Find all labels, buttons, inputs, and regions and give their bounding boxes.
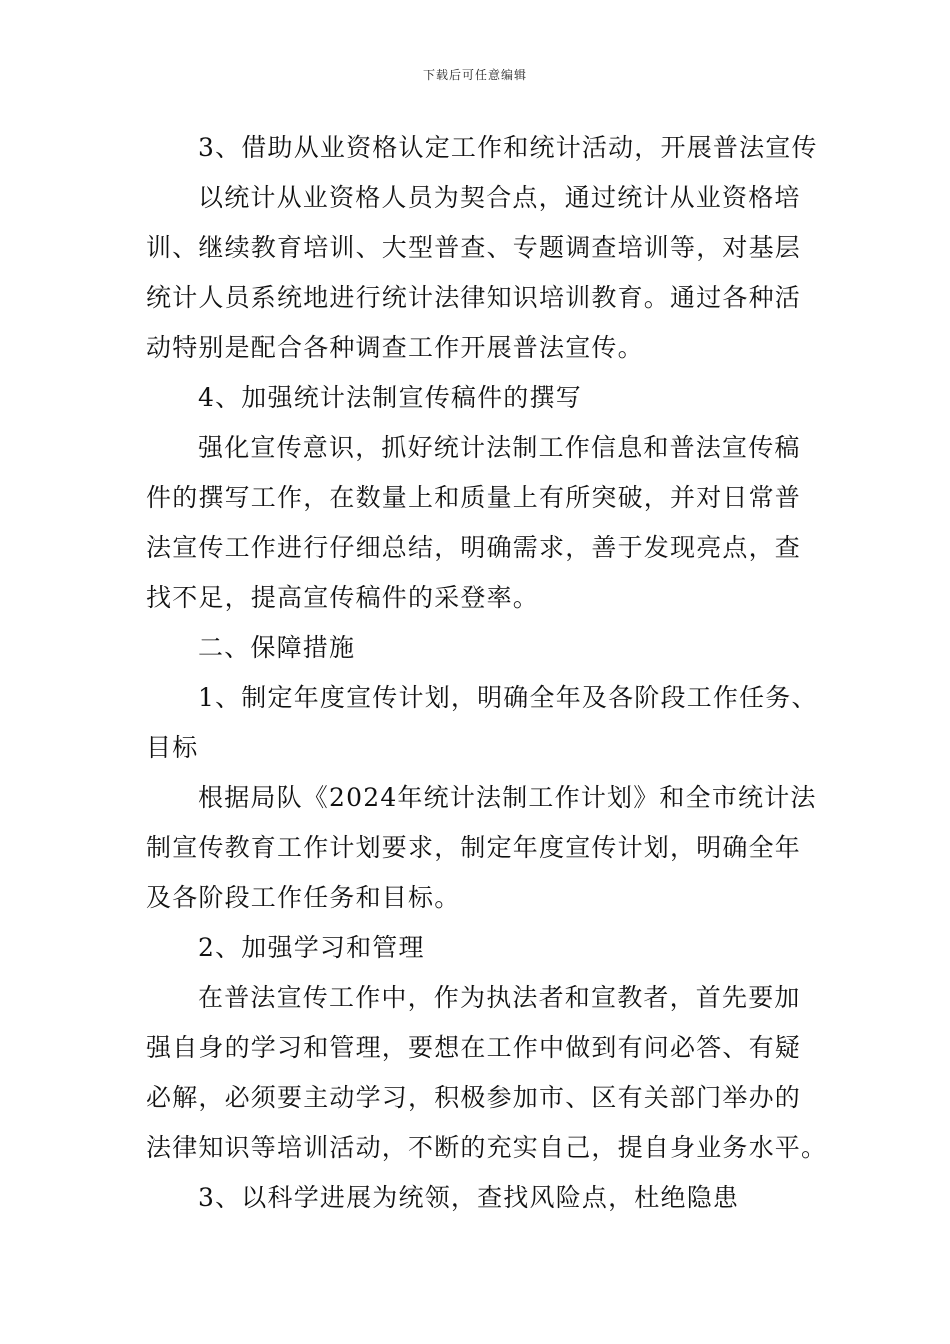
paragraph-line: 法律知识等培训活动，不断的充实自己，提自身业务水平。 (146, 1133, 828, 1162)
paragraph-line: 训、继续教育培训、大型普查、专题调查培训等，对基层 (146, 233, 802, 262)
heading-2-study-management: 2、加强学习和管理 (198, 933, 425, 962)
paragraph-line: 制宣传教育工作计划要求，制定年度宣传计划，明确全年 (146, 833, 802, 862)
paragraph-line: 件的撰写工作，在数量上和质量上有所突破，并对日常普 (146, 483, 802, 512)
paragraph-line: 以统计从业资格人员为契合点，通过统计从业资格培 (198, 183, 801, 212)
paragraph-line: 统计人员系统地进行统计法律知识培训教育。通过各种活 (146, 283, 802, 312)
paragraph-line: 找不足，提高宣传稿件的采登率。 (146, 583, 540, 612)
heading-1-annual-plan-continued: 目标 (146, 733, 199, 762)
paragraph-line: 法宣传工作进行仔细总结，明确需求，善于发现亮点，查 (146, 533, 802, 562)
heading-3-statistics-activities: 3、借助从业资格认定工作和统计活动，开展普法宣传 (198, 133, 818, 162)
page-header: 下载后可任意编辑 (422, 68, 527, 82)
paragraph-line: 及各阶段工作任务和目标。 (146, 883, 461, 912)
heading-3-risk-points: 3、以科学进展为统领，查找风险点，杜绝隐患 (198, 1183, 740, 1212)
paragraph-line: 强自身的学习和管理，要想在工作中做到有问必答、有疑 (146, 1033, 802, 1062)
paragraph-line: 动特别是配合各种调查工作开展普法宣传。 (146, 333, 644, 362)
heading-4-manuscript-writing: 4、加强统计法制宣传稿件的撰写 (198, 383, 582, 412)
paragraph-line: 必解，必须要主动学习，积极参加市、区有关部门举办的 (146, 1083, 802, 1112)
paragraph-line: 在普法宣传工作中，作为执法者和宣教者，首先要加 (198, 983, 801, 1012)
paragraph-line: 强化宣传意识，抓好统计法制工作信息和普法宣传稿 (198, 433, 801, 462)
section-heading-guarantee-measures: 二、保障措施 (198, 633, 356, 662)
heading-1-annual-plan: 1、制定年度宣传计划，明确全年及各阶段工作任务、 (198, 683, 818, 712)
paragraph-line: 根据局队《2024年统计法制工作计划》和全市统计法 (198, 783, 817, 812)
